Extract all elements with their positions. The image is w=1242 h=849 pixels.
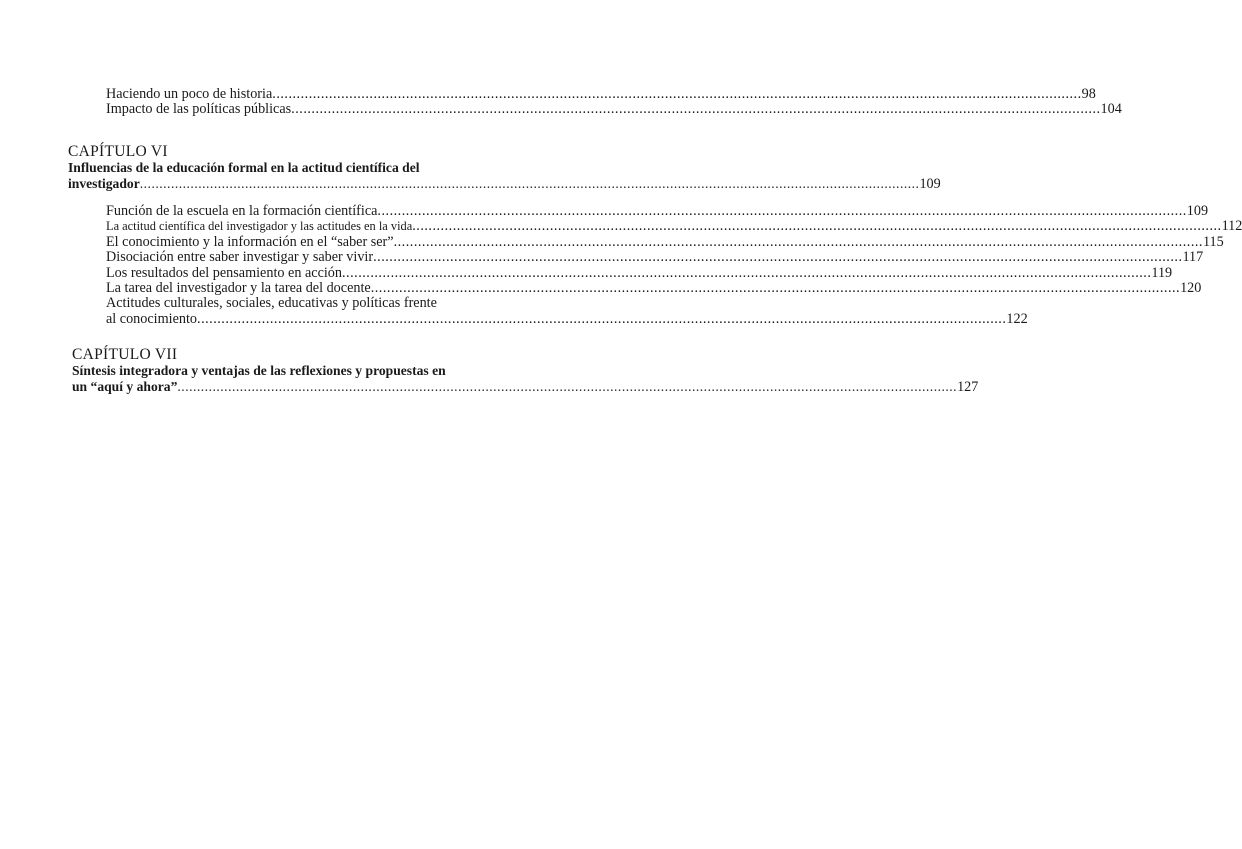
entry-title-cont: al conocimiento: [106, 310, 198, 327]
dot-leader: ........................................................................................................................................................................................................: [370, 279, 1181, 296]
entry-page: 119: [1151, 264, 1173, 281]
toc-entry: [106, 264, 1173, 281]
toc-entry: [106, 218, 1242, 235]
entry-title: Haciendo un poco de historia: [106, 86, 273, 102]
chapter-title-cont: un “aquí y ahora”: [72, 379, 178, 394]
chapter-label: CAPÍTULO VII: [72, 346, 178, 363]
chapter-title-cont: investigador: [68, 176, 140, 191]
toc-entry: [106, 310, 1028, 327]
chapter-page: 109: [919, 176, 941, 192]
entry-page: 115: [1202, 233, 1224, 250]
entry-page: 104: [1100, 101, 1122, 118]
chapter-7-heading: [72, 346, 979, 395]
entry-title: La tarea del investigador y la tarea del docente: [106, 279, 371, 296]
entry-title: Actitudes culturales, sociales, educativas y políticas frente: [106, 295, 437, 312]
dot-leader: ........................................................................................................................................................................................................: [291, 101, 1101, 118]
entry-title: Función de la escuela en la formación científica: [106, 203, 378, 219]
chapter-6-heading: [68, 143, 941, 192]
chapter-page: 127: [957, 379, 979, 395]
toc-entry: [106, 249, 1204, 266]
chapter-title: Síntesis integradora y ventajas de las reflexiones y propuestas en: [72, 363, 446, 378]
entry-page: 117: [1182, 249, 1204, 266]
dot-leader: ........................................................................................................................................................................................................: [139, 176, 920, 191]
entry-title: Los resultados del pensamiento en acción: [106, 264, 342, 281]
intro-section: [106, 86, 1122, 118]
entry-title: La actitud científica del investigador y las actitudes en la vida: [106, 219, 413, 234]
entry-title: El conocimiento y la información en el “saber ser”: [106, 233, 394, 250]
entry-title: Disociación entre saber investigar y saber vivir: [106, 249, 374, 266]
dot-leader: ........................................................................................................................................................................................................: [177, 379, 958, 394]
dot-leader: ........................................................................................................................................................................................................: [377, 203, 1187, 219]
entry-title: Impacto de las políticas públicas: [106, 101, 292, 118]
toc-entry: [106, 279, 1202, 296]
chapter-6-entries: [106, 203, 1242, 327]
toc-entry: [106, 233, 1224, 250]
dot-leader: ........................................................................................................................................................................................................: [393, 233, 1203, 250]
entry-page: 120: [1180, 279, 1202, 296]
chapter-title: Influencias de la educación formal en la actitud científica del: [68, 160, 420, 175]
entry-page: 109: [1186, 203, 1209, 219]
dot-leader: ........................................................................................................................................................................................................: [272, 86, 1082, 102]
dot-leader: ........................................................................................................................................................................................................: [342, 264, 1152, 281]
chapter-title-entry: [68, 176, 941, 192]
toc-entry: [106, 86, 1096, 102]
chapter-title-entry: [72, 379, 979, 395]
toc-entry: [106, 101, 1122, 118]
entry-page: 98: [1081, 86, 1096, 102]
entry-page: 112: [1221, 218, 1242, 235]
entry-page: 122: [1006, 310, 1028, 327]
chapter-label: CAPÍTULO VI: [68, 143, 168, 160]
toc-entry: [106, 203, 1209, 219]
dot-leader: ........................................................................................................................................................................................................: [412, 218, 1222, 235]
dot-leader: ........................................................................................................................................................................................................: [373, 249, 1183, 266]
dot-leader: ........................................................................................................................................................................................................: [197, 310, 1007, 327]
